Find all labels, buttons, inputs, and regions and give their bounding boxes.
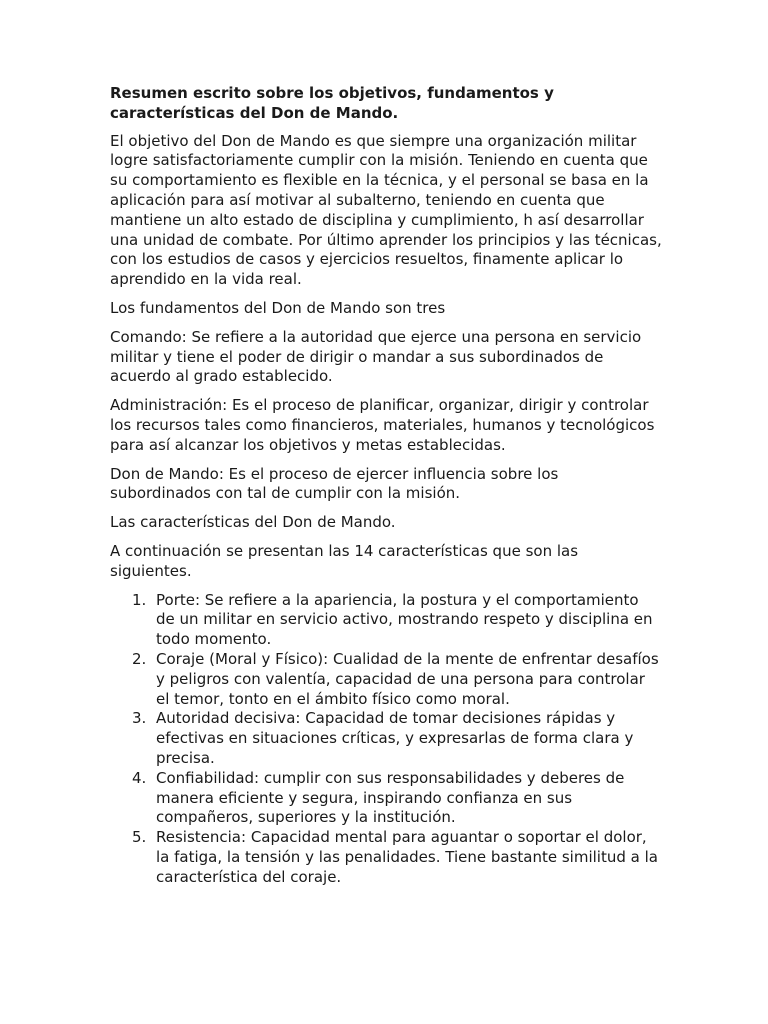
list-item-number: 1. [132, 590, 147, 609]
list-item-number: 3. [132, 709, 147, 728]
list-item [110, 769, 662, 828]
list-item-text: Confiabilidad: cumplir con sus responsabilidades y deberes de manera eficiente y segura, inspirando confianza en sus compañeros, superiores y la institución. [156, 768, 625, 827]
characteristics-list [110, 591, 662, 888]
paragraph-objective: El objetivo del Don de Mando es que siempre una organización militar logre satisfactoriamente cumplir con la misión. Teniendo en cuenta que su comportamiento es flexible en la técnica, y el personal se basa en la aplicación para así motivar al subalterno, teniendo en cuenta que mantiene un alto estado de disciplina y cumplimiento, h así desarrollar una unidad de combate. Por último aprender los principios y las técnicas, con los estudios de casos y ejercicios resueltos, finamente aplicar lo aprendido en la vida real. [110, 131, 662, 289]
list-item [110, 591, 662, 650]
list-item-number: 2. [132, 649, 147, 668]
list-item-text: Porte: Se refiere a la apariencia, la postura y el comportamiento de un militar en servicio activo, mostrando respeto y disciplina en todo momento. [156, 590, 653, 649]
list-item-number: 4. [132, 768, 147, 787]
list-item-number: 5. [132, 828, 147, 847]
paragraph-comando: Comando: Se refiere a la autoridad que ejerce una persona en servicio militar y tiene el poder de dirigir o mandar a sus subordinados de acuerdo al grado establecido. [110, 327, 642, 386]
paragraph-fundamentals-intro: Los fundamentos del Don de Mando son tres [110, 298, 446, 317]
paragraph-characteristics-heading: Las características del Don de Mando. [110, 513, 396, 532]
paragraph-administracion: Administración: Es el proceso de planificar, organizar, dirigir y controlar los recursos tales como financieros, materiales, humanos y tecnológicos para así alcanzar los objetivos y metas establecidas. [110, 396, 655, 454]
paragraph-characteristics-intro: A continuación se presentan las 14 características que son las siguientes. [110, 541, 579, 580]
document-page [110, 84, 662, 887]
paragraph-don-de-mando: Don de Mando: Es el proceso de ejercer influencia sobre los subordinados con tal de cumplir con la misión. [110, 464, 559, 503]
list-item-text: Autoridad decisiva: Capacidad de tomar decisiones rápidas y efectivas en situaciones críticas, y expresarlas de forma clara y precisa. [156, 709, 634, 767]
list-item-text: Resistencia: Capacidad mental para aguantar o soportar el dolor, la fatiga, la tensión y las penalidades. Tiene bastante similitud a la característica del coraje. [156, 828, 658, 886]
list-item [110, 828, 662, 887]
list-item [110, 650, 662, 709]
list-item [110, 709, 662, 768]
list-item-text: Coraje (Moral y Físico): Cualidad de la mente de enfrentar desafíos y peligros con valentía, capacidad de una persona para controlar el temor, tonto en el ámbito físico como moral. [156, 649, 659, 708]
document-title: Resumen escrito sobre los objetivos, fundamentos y características del Don de Mando. [110, 84, 554, 122]
